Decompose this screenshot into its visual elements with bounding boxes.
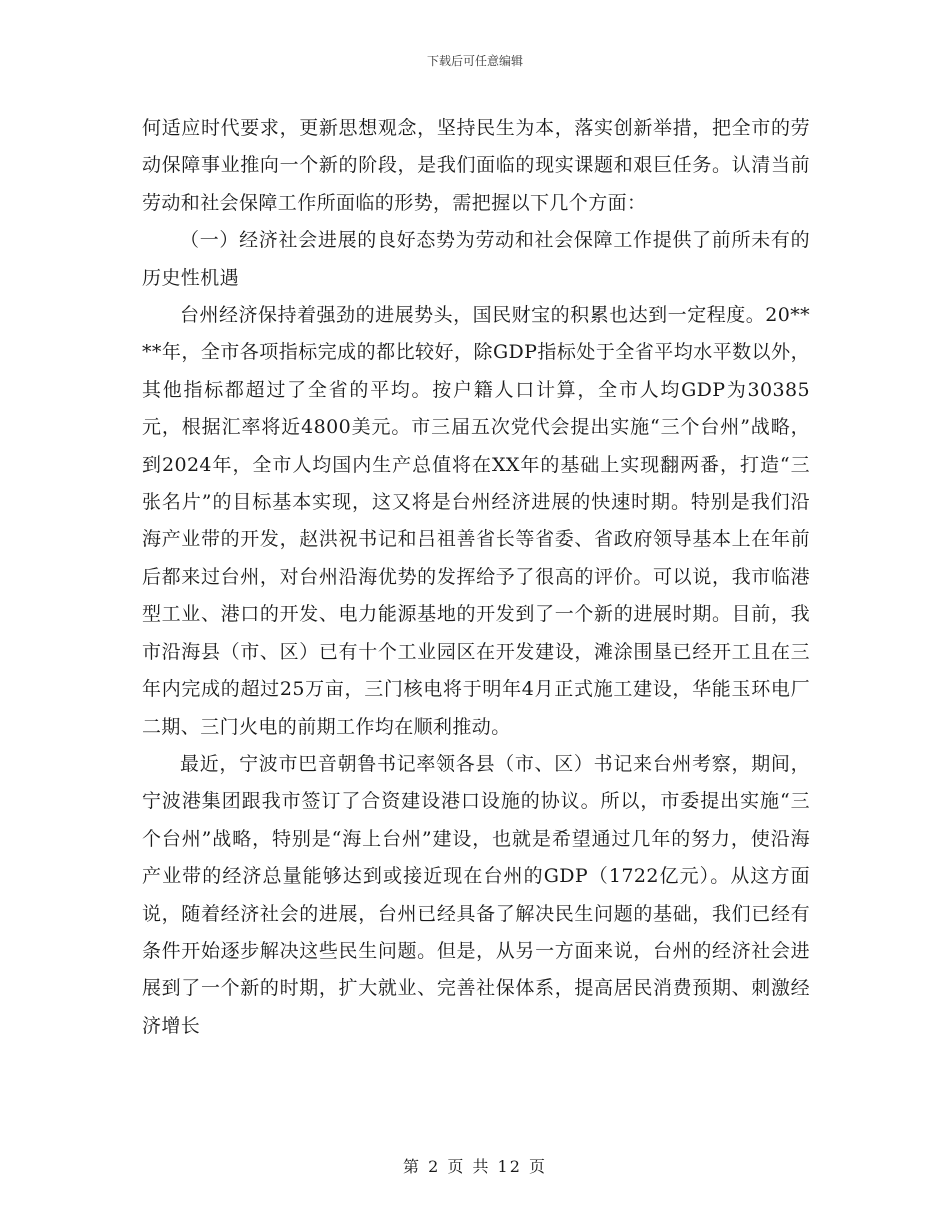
page-number: 第 2 页 共 12 页	[403, 1157, 547, 1176]
document-body	[142, 110, 810, 1045]
paragraph-1: 何适应时代要求，更新思想观念，坚持民生为本，落实创新举措，把全市的劳动保障事业推向一个新的阶段，是我们面临的现实课题和艰巨任务。认清当前劳动和社会保障工作所面临的形势，需把握以下几个方面：	[142, 117, 810, 214]
page-header: 下载后可任意编辑	[426, 54, 523, 68]
paragraph-heading: （一）经济社会进展的良好态势为劳动和社会保障工作提供了前所未有的历史性机遇	[142, 229, 810, 289]
paragraph-3: 最近，宁波市巴音朝鲁书记率领各县（市、区）书记来台州考察，期间，宁波港集团跟我市签订了合资建设港口设施的协议。所以，市委提出实施“三个台州”战略，特别是“海上台州”建设，也就是希望通过几年的努力，使沿海产业带的经济总量能够达到或接近现在台州的GDP（1722亿元）。从这方面说，随着经济社会的进展，台州已经具备了解决民生问题的基础，我们已经有条件开始逐步解决这些民生问题。但是，从另一方面来说，台州的经济社会进展到了一个新的时期，扩大就业、完善社保体系，提高居民消费预期、刺激经济增长	[142, 752, 810, 1037]
paragraph-2: 台州经济保持着强劲的进展势头，国民财宝的积累也达到一定程度。20****年，全市各项指标完成的都比较好，除GDP指标处于全省平均水平数以外，其他指标都超过了全省的平均。按户籍人口计算，全市人均GDP为30385元，根据汇率将近4800美元。市三届五次党代会提出实施“三个台州”战略，到2024年，全市人均国内生产总值将在XX年的基础上实现翻两番，打造“三张名片”的目标基本实现，这又将是台州经济进展的快速时期。特别是我们沿海产业带的开发，赵洪祝书记和吕祖善省长等省委、省政府领导基本上在年前后都来过台州，对台州沿海优势的发挥给予了很高的评价。可以说，我市临港型工业、港口的开发、电力能源基地的开发到了一个新的进展时期。目前，我市沿海县（市、区）已有十个工业园区在开发建设，滩涂围垦已经开工且在三年内完成的超过25万亩，三门核电将于明年4月正式施工建设，华能玉环电厂二期、三门火电的前期工作均在顺利推动。	[142, 304, 810, 738]
